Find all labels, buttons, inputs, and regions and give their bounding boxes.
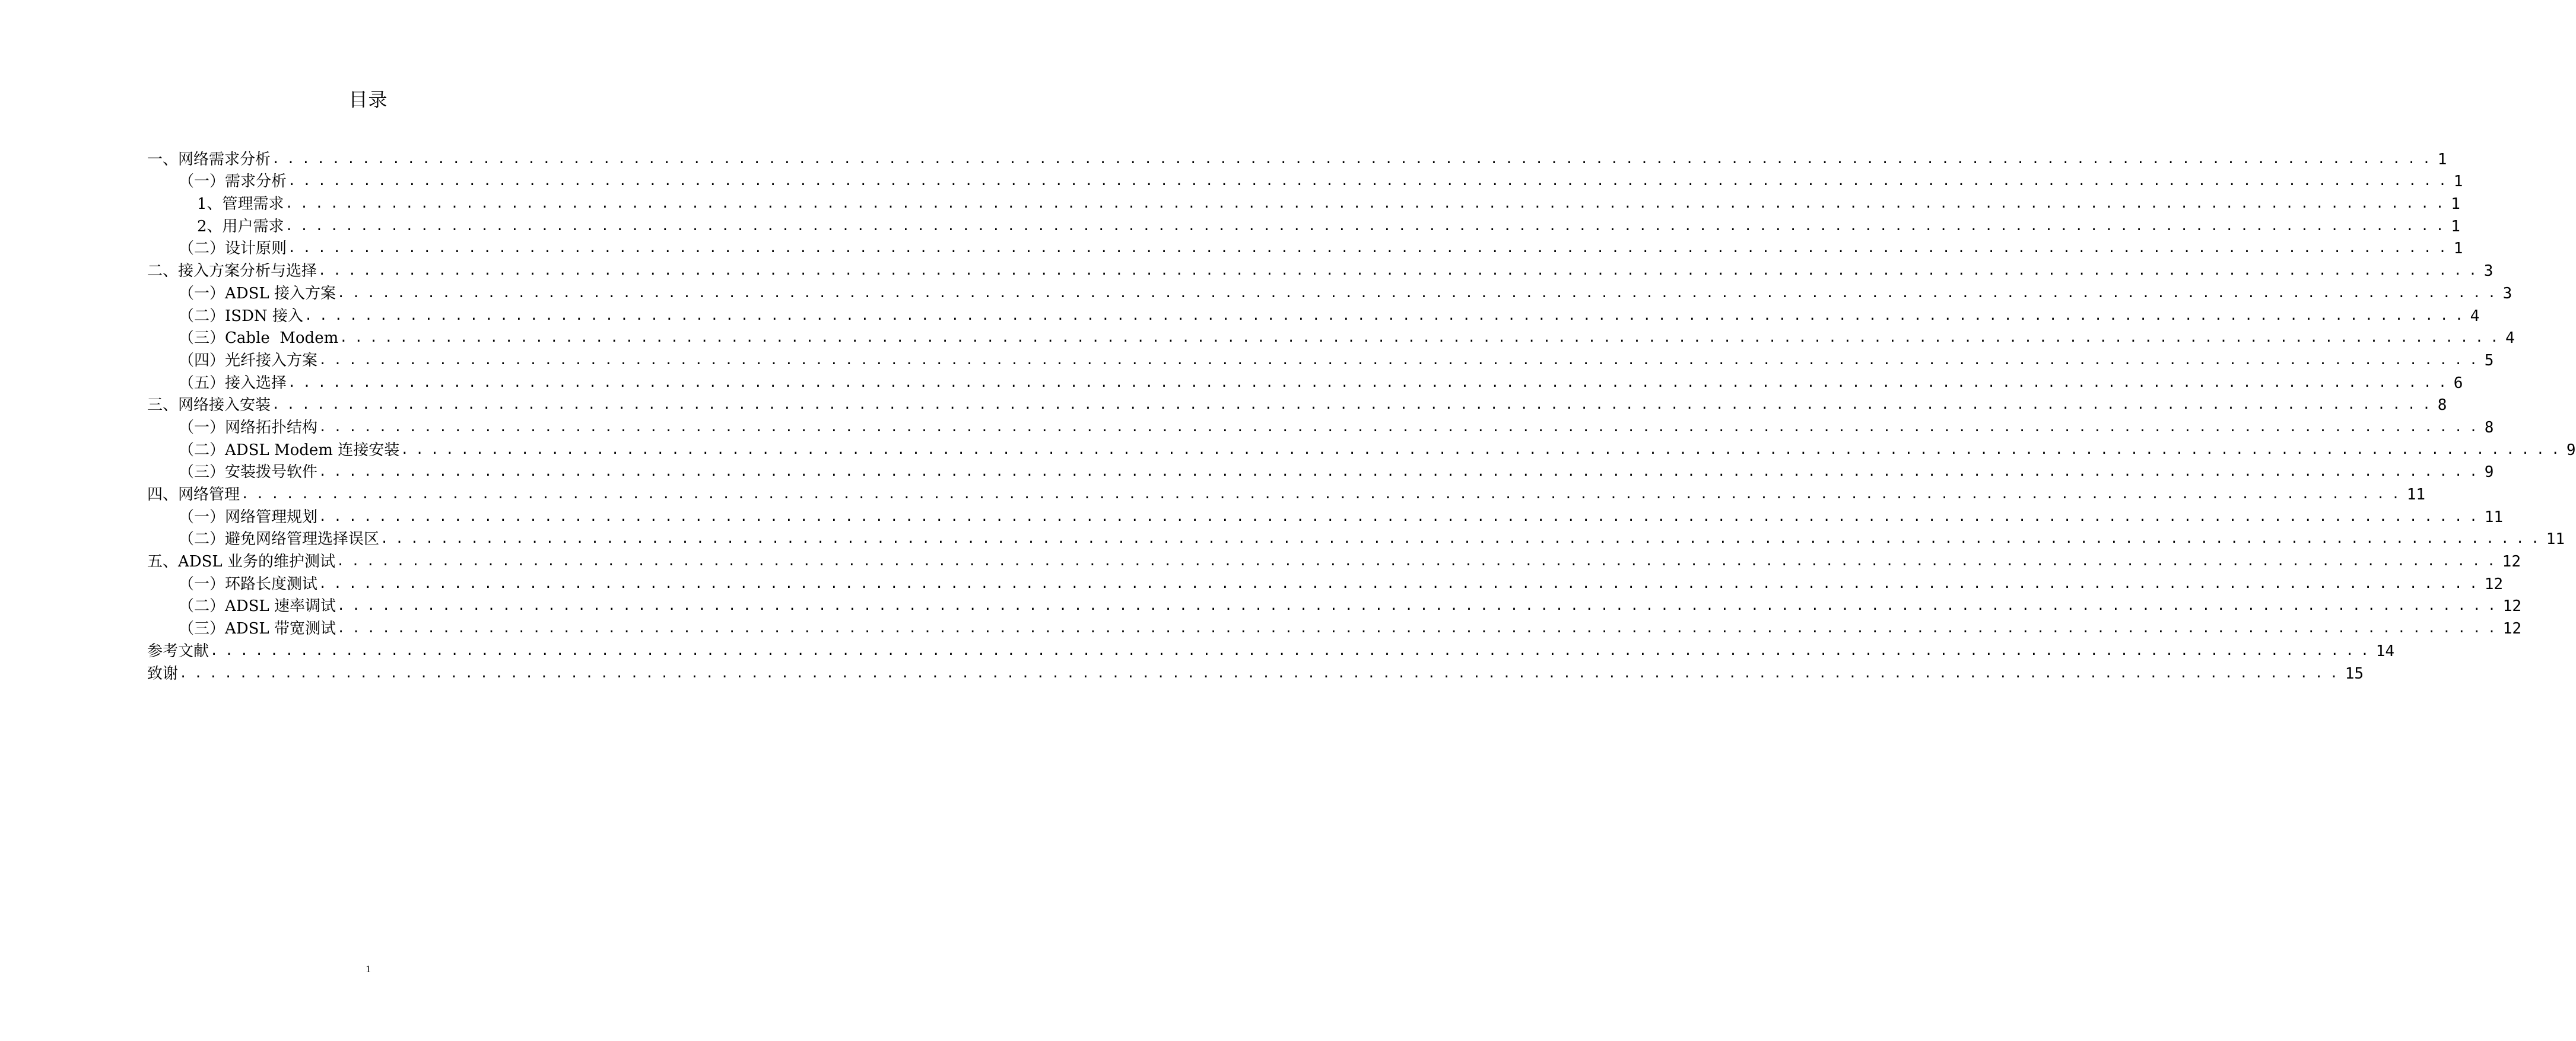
toc-dot-leader: ................................................................................................................................................	[288, 174, 2454, 189]
toc-entry-label: （三）Cable Modem	[179, 329, 339, 348]
toc-entry[interactable]	[147, 146, 2447, 168]
toc-dot-leader: ................................................................................................................................................	[285, 218, 2451, 234]
toc-entry[interactable]	[147, 257, 2494, 281]
toc-entry-page: 12	[2484, 575, 2504, 593]
toc-entry[interactable]	[147, 615, 2521, 638]
toc-entry[interactable]	[147, 168, 2463, 191]
toc-entry-page: 1	[2453, 240, 2463, 258]
toc-entry-page: 3	[2483, 262, 2494, 281]
toc-entry[interactable]	[147, 347, 2494, 370]
toc-entry-page: 1	[2451, 195, 2460, 214]
toc-dot-leader: ................................................................................................................................................	[319, 464, 2485, 480]
toc-entry-page: 3	[2502, 284, 2513, 303]
toc-entry-label: （一）网络管理规划	[179, 508, 318, 526]
toc-dot-leader: ................................................................................................................................................	[272, 151, 2438, 167]
toc-entry-page: 4	[2505, 329, 2515, 348]
toc-entry-label: 参考文献	[147, 642, 209, 660]
toc-title: 目录	[348, 88, 388, 111]
toc-dot-leader: ................................................................................................................................................	[336, 554, 2502, 569]
toc-entry-page: 1	[2437, 150, 2447, 168]
toc-entry[interactable]	[147, 370, 2463, 392]
toc-entry-label: （二）避免网络管理选择误区	[179, 530, 380, 549]
toc-entry[interactable]	[147, 392, 2447, 415]
toc-dot-leader: ................................................................................................................................................	[336, 285, 2503, 301]
toc-entry-label: 五、ADSL 业务的维护测试	[147, 553, 335, 571]
toc-entry[interactable]	[147, 481, 2426, 504]
toc-entry[interactable]	[147, 593, 2521, 616]
toc-dot-leader: ................................................................................................................................................	[336, 599, 2503, 614]
toc-dot-leader: ................................................................................................................................................	[319, 352, 2485, 368]
toc-entry-label: 三、网络接入安装	[147, 396, 271, 415]
toc-entry[interactable]	[147, 414, 2494, 437]
toc-entry-page: 11	[2484, 508, 2504, 526]
toc-entry[interactable]	[147, 638, 2395, 660]
toc-dot-leader: ................................................................................................................................................	[210, 643, 2376, 658]
toc-entry-label: （一）ADSL 接入方案	[179, 284, 336, 303]
toc-dot-leader: ................................................................................................................................................	[179, 666, 2345, 681]
toc-entry[interactable]	[147, 459, 2494, 482]
toc-entry-label: 二、接入方案分析与选择	[147, 262, 317, 281]
toc-entry-label: 2、用户需求	[197, 217, 284, 235]
toc-entry[interactable]	[147, 548, 2521, 571]
toc-dot-leader: ................................................................................................................................................	[319, 419, 2485, 435]
toc-entry-label: （二）ADSL 速率调试	[179, 597, 336, 616]
toc-entry-label: （二）设计原则	[179, 240, 287, 258]
toc-entry-label: （五）接入选择	[179, 374, 287, 392]
toc-entry[interactable]	[147, 280, 2513, 303]
toc-entry-label: （一）环路长度测试	[179, 575, 318, 593]
toc-entry-page: 9	[2566, 441, 2576, 459]
toc-entry-label: （三）ADSL 带宽测试	[179, 620, 336, 638]
toc-entry-page: 9	[2484, 463, 2494, 482]
toc-entry-label: （二）ADSL Modem 连接安装	[179, 441, 400, 459]
toc-entry-page: 4	[2470, 307, 2480, 325]
toc-entry[interactable]	[147, 660, 2364, 683]
toc-dot-leader: ................................................................................................................................................	[272, 397, 2438, 413]
toc-entry-page: 11	[2546, 530, 2565, 549]
toc-entry-label: （二）ISDN 接入	[179, 307, 303, 325]
toc-dot-leader: ................................................................................................................................................	[339, 330, 2505, 346]
toc-entry-page: 1	[2451, 217, 2460, 235]
toc-entry-label: 1、管理需求	[197, 195, 284, 214]
toc-entry-label: 一、网络需求分析	[147, 150, 271, 168]
toc-dot-leader: ................................................................................................................................................	[380, 531, 2546, 547]
toc-entry[interactable]	[147, 303, 2480, 325]
toc-entry-page: 14	[2375, 642, 2395, 660]
toc-dot-leader: ................................................................................................................................................	[318, 263, 2484, 279]
toc-entry-page: 8	[2437, 396, 2447, 415]
toc-dot-leader: ................................................................................................................................................	[241, 487, 2407, 502]
toc-dot-leader: ................................................................................................................................................	[319, 509, 2485, 524]
toc-entry-page: 6	[2453, 374, 2463, 392]
toc-entry[interactable]	[147, 504, 2504, 526]
toc-entry[interactable]	[147, 526, 2565, 549]
page-number: 1	[366, 963, 371, 975]
toc-entry[interactable]	[147, 235, 2463, 258]
toc-entry-page: 1	[2453, 173, 2463, 191]
toc-entry-label: （一）需求分析	[179, 173, 287, 191]
toc-entry-page: 12	[2502, 597, 2521, 616]
toc-entry[interactable]	[147, 437, 2576, 459]
toc-entry-page: 12	[2502, 553, 2521, 571]
toc-dot-leader: ................................................................................................................................................	[285, 196, 2451, 212]
toc-dot-leader: ................................................................................................................................................	[304, 308, 2470, 323]
toc-entry[interactable]	[147, 571, 2504, 593]
toc-entry-page: 11	[2406, 486, 2426, 504]
toc-entry[interactable]	[147, 325, 2515, 348]
toc-entry-page: 8	[2484, 418, 2494, 437]
toc-entry-page: 5	[2484, 351, 2494, 370]
toc-entry[interactable]	[147, 190, 2460, 214]
toc-dot-leader: ................................................................................................................................................	[319, 576, 2485, 591]
toc-entry-label: 四、网络管理	[147, 486, 240, 504]
toc-entry-label: （三）安装拨号软件	[179, 463, 318, 482]
toc-dot-leader: ................................................................................................................................................	[288, 241, 2454, 256]
toc-dot-leader: ................................................................................................................................................	[336, 621, 2503, 636]
toc-entry-label: 致谢	[147, 664, 179, 683]
toc-entry-page: 15	[2345, 664, 2364, 683]
toc-entry-page: 12	[2502, 620, 2521, 638]
table-of-contents	[147, 146, 2576, 683]
toc-dot-leader: ................................................................................................................................................	[288, 375, 2454, 390]
toc-dot-leader: ................................................................................................................................................	[401, 442, 2567, 457]
toc-entry-label: （四）光纤接入方案	[179, 351, 318, 370]
toc-entry-label: （一）网络拓扑结构	[179, 418, 318, 437]
toc-entry[interactable]	[147, 213, 2460, 235]
